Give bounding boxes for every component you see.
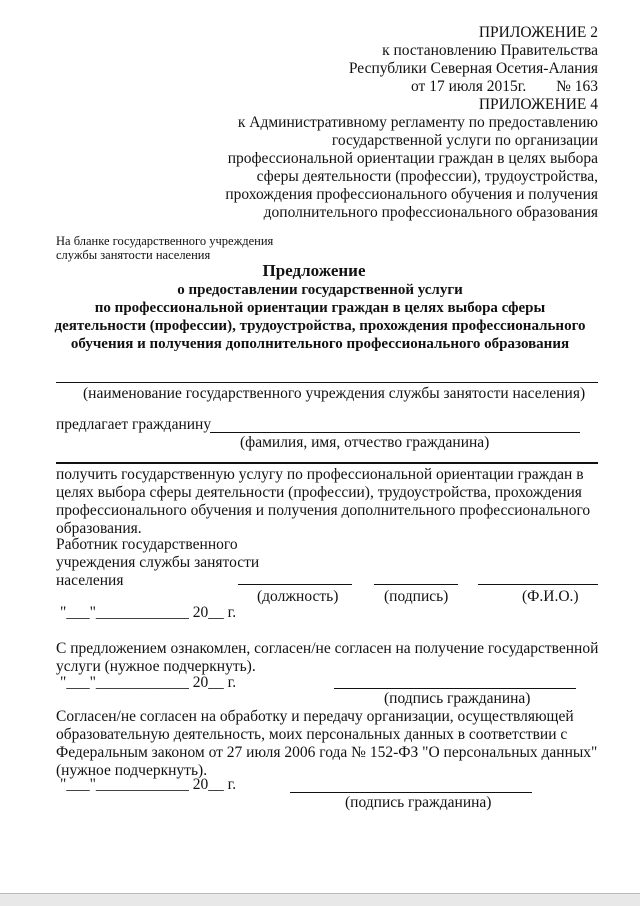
consent-text-line: (нужное подчеркнуть).	[56, 762, 208, 779]
citizen-name-field[interactable]	[210, 432, 580, 433]
date-line[interactable]: "___"____________ 20__ г.	[60, 604, 237, 621]
signature-caption: (подпись)	[384, 588, 449, 605]
resolution-line: к постановлению Правительства	[382, 42, 598, 59]
regulation-line: к Административному регламенту по предоставлению	[237, 114, 598, 131]
republic-line: Республики Северная Осетия-Алания	[348, 60, 598, 77]
acquainted-text-line: услуги (нужное подчеркнуть).	[56, 658, 256, 675]
appendix-2-heading: ПРИЛОЖЕНИЕ 2	[478, 24, 598, 41]
scan-bottom-edge	[0, 893, 640, 906]
title-line: о предоставлении государственной услуги	[177, 282, 463, 298]
service-text-line: образования.	[56, 520, 142, 537]
regulation-line: дополнительного профессионального образования	[263, 204, 598, 221]
worker-label-line: учреждения службы занятости	[56, 554, 260, 571]
regulation-line: прохождения профессионального обучения и получения	[225, 186, 598, 203]
service-text-line: профессионального обучения и получения дополнительного профессионального	[56, 502, 591, 519]
fio-caption: (фамилия, имя, отчество гражданина)	[240, 434, 490, 451]
date-line[interactable]: "___"____________ 20__ г.	[60, 776, 237, 793]
appendix-4-heading: ПРИЛОЖЕНИЕ 4	[478, 96, 598, 113]
blank-note-line: На бланке государственного учреждения	[56, 234, 274, 248]
citizen-signature-caption: (подпись гражданина)	[384, 690, 531, 707]
consent-text-line: образовательную деятельность, моих персональных данных в соответствии с	[56, 726, 568, 743]
citizen-signature-field[interactable]	[290, 792, 532, 793]
service-text-line: получить государственную услугу по профессиональной ориентации граждан в	[56, 466, 584, 483]
title-line: деятельности (профессии), трудоустройства, прохождения профессионального	[54, 318, 586, 334]
position-field[interactable]	[238, 584, 352, 585]
date-line[interactable]: "___"____________ 20__ г.	[60, 674, 237, 691]
citizen-signature-field[interactable]	[334, 688, 576, 689]
title-line: обучения и получения дополнительного профессионального образования	[70, 336, 570, 352]
document-title: Предложение	[262, 261, 366, 280]
institution-caption: (наименование государственного учреждения службы занятости населения)	[83, 385, 586, 402]
worker-label-line: Работник государственного	[56, 536, 238, 553]
institution-name-field[interactable]	[56, 382, 598, 383]
regulation-line: сферы деятельности (профессии), трудоустройства,	[256, 168, 598, 185]
regulation-line: государственной услуги по организации	[331, 132, 598, 149]
consent-text-line: Федеральным законом от 27 июля 2006 года № 152-ФЗ "О персональных данных"	[56, 744, 598, 761]
blank-note-line: службы занятости населения	[56, 248, 211, 262]
service-text-line: целях выбора сферы деятельности (профессии), трудоустройства, прохождения	[56, 484, 582, 501]
name-field[interactable]	[478, 584, 598, 585]
position-caption: (должность)	[257, 588, 339, 605]
resolution-date: от 17 июля 2015г.	[411, 78, 527, 95]
signature-field[interactable]	[374, 584, 458, 585]
title-line: по профессиональной ориентации граждан в целях выбора сферы	[94, 300, 546, 316]
acquainted-text-line: С предложением ознакомлен, согласен/не согласен на получение государственной	[56, 640, 599, 657]
worker-label-line: населения	[56, 572, 124, 589]
citizen-signature-caption: (подпись гражданина)	[345, 794, 492, 811]
name-caption: (Ф.И.О.)	[522, 588, 579, 605]
section-divider	[56, 462, 598, 464]
resolution-number: № 163	[556, 78, 598, 95]
offers-citizen-label: предлагает гражданину	[56, 416, 212, 433]
consent-text-line: Согласен/не согласен на обработку и передачу организации, осуществляющей	[56, 708, 574, 725]
regulation-line: профессиональной ориентации граждан в целях выбора	[227, 150, 598, 167]
